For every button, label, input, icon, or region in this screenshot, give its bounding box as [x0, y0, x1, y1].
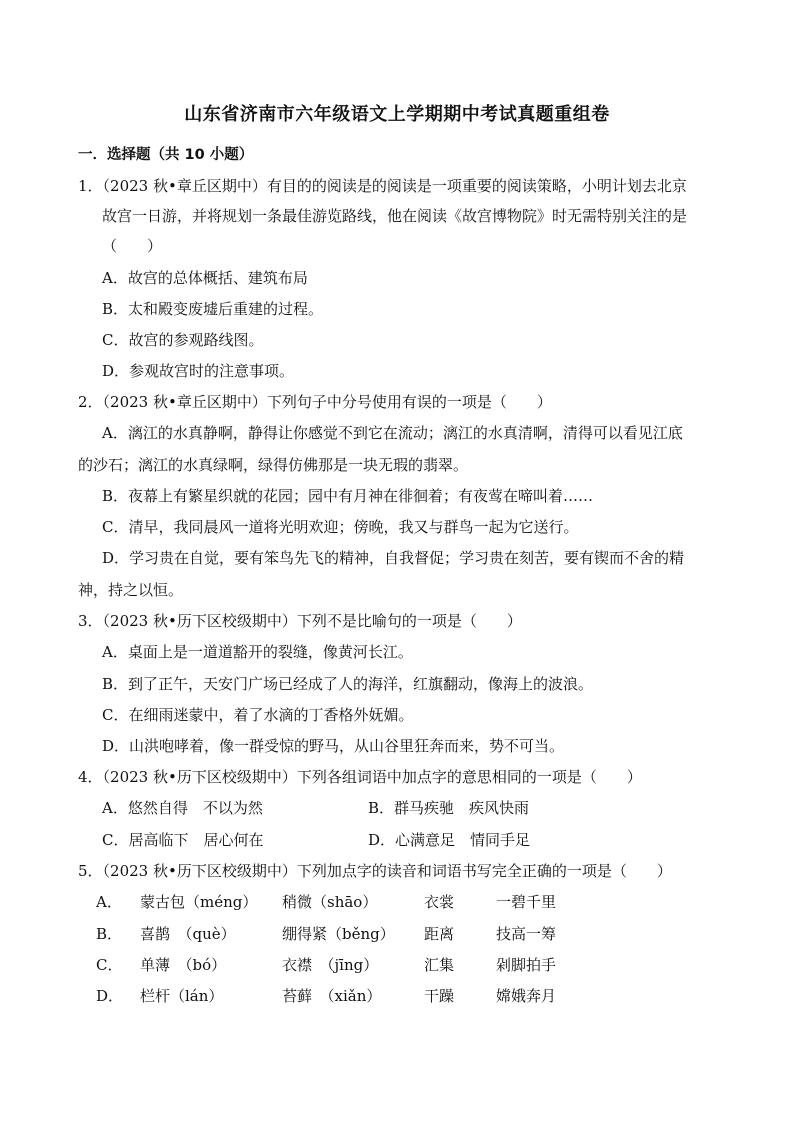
q4-stem: 4．（2023 秋•历下区校级期中）下列各组词语中加点字的意思相同的一项是（ ）	[78, 768, 642, 786]
q3-option-b: B．到了正午，天安门广场已经成了人的海洋，红旗翻动，像海上的波浪。	[102, 675, 594, 693]
q5-option-c-word-4: 剁脚拍手	[496, 956, 557, 974]
q5-option-a-word-3: 衣裳	[424, 893, 455, 911]
q1-stem-line-1: 1．（2023 秋•章丘区期中）有目的的阅读是的阅读是一项重要的阅读策略，小明计划去北京	[78, 177, 687, 195]
q5-option-c-word-2: 衣襟 （jīng）	[282, 956, 379, 974]
q1-option-c: C．故宫的参观路线图。	[102, 331, 264, 349]
q1-answer-blank: （ ）	[102, 237, 163, 255]
q5-option-b-word-4: 技高一筹	[496, 925, 557, 943]
q5-option-c-word-3: 汇集	[424, 956, 455, 974]
q5-option-d-word-1: 栏杆（lán）	[140, 987, 224, 1005]
q2-option-a-line-2: 的沙石；漓江的水真绿啊，绿得仿佛那是一块无瑕的翡翠。	[78, 456, 469, 474]
q3-option-a: A．桌面上是一道道豁开的裂缝，像黄河长江。	[102, 643, 413, 661]
q1-stem-line-2: 故宫一日游，并将规划一条最佳游览路线，他在阅读《故宫博物院》时无需特别关注的是	[102, 207, 688, 225]
q5-option-b-label: B．	[96, 925, 123, 943]
q4-option-d: D．心满意足 情同手足	[368, 831, 531, 849]
q5-option-d-word-2: 苔藓 （xiǎn）	[282, 987, 382, 1005]
q4-option-b: B．群马疾驰 疾风快雨	[368, 799, 530, 817]
q5-stem: 5．（2023 秋•历下区校级期中）下列加点字的读音和词语书写完全正确的一项是（ ）	[78, 862, 672, 880]
q5-option-c-label: C．	[96, 956, 123, 974]
q5-option-c-word-1: 单薄 （bó）	[140, 956, 227, 974]
q2-option-d-line-2: 神，持之以恒。	[78, 581, 184, 599]
q5-option-a-word-4: 一碧千里	[496, 893, 557, 911]
q1-option-b: B．太和殿变废墟后重建的过程。	[102, 300, 324, 318]
q5-option-d-word-3: 干躁	[424, 987, 455, 1005]
q5-option-b-word-3: 距离	[424, 925, 455, 943]
q3-stem: 3．（2023 秋•历下区校级期中）下列不是比喻句的一项是（ ）	[78, 612, 522, 630]
q2-option-c: C．清早，我同晨风一道将光明欢迎；傍晚，我又与群鸟一起为它送行。	[102, 518, 579, 536]
q5-option-a-word-2: 稍微（shāo）	[282, 893, 378, 911]
q4-option-a: A．悠然自得 不以为然	[102, 799, 263, 817]
q2-option-b: B．夜幕上有繁星织就的花园；园中有月神在徘徊着；有夜莺在啼叫着……	[102, 487, 594, 505]
q5-option-d-word-4: 嫦娥奔月	[496, 987, 557, 1005]
q3-option-d: D．山洪咆哮着，像一群受惊的野马，从山谷里狂奔而来，势不可当。	[102, 737, 565, 755]
q1-option-a: A．故宫的总体概括、建筑布局	[102, 269, 308, 287]
q5-option-a-word-1: 蒙古包（méng）	[140, 893, 258, 911]
section-heading: 一．选择题（共 10 小题）	[78, 147, 254, 163]
page-title: 山东省济南市六年级语文上学期期中考试真题重组卷	[184, 104, 610, 125]
q2-option-d-line-1: D．学习贵在自觉，要有笨鸟先飞的精神，自我督促；学习贵在刻苦，要有锲而不舍的精	[102, 549, 685, 567]
q2-option-a-line-1: A．漓江的水真静啊，静得让你感觉不到它在流动；漓江的水真清啊，清得可以看见江底	[102, 424, 683, 442]
q5-option-d-label: D．	[96, 987, 124, 1005]
q5-option-b-word-1: 喜鹊 （què）	[140, 925, 236, 943]
q2-stem: 2．（2023 秋•章丘区期中）下列句子中分号使用有误的一项是（ ）	[78, 393, 552, 411]
q5-option-b-word-2: 绷得紧（běng）	[282, 925, 395, 943]
q1-option-d: D．参观故宫时的注意事项。	[102, 362, 295, 380]
q5-option-a-label: A．	[96, 893, 122, 911]
q3-option-c: C．在细雨迷蒙中，着了水滴的丁香格外妩媚。	[102, 706, 414, 724]
q4-option-c: C．居高临下 居心何在	[102, 831, 264, 849]
